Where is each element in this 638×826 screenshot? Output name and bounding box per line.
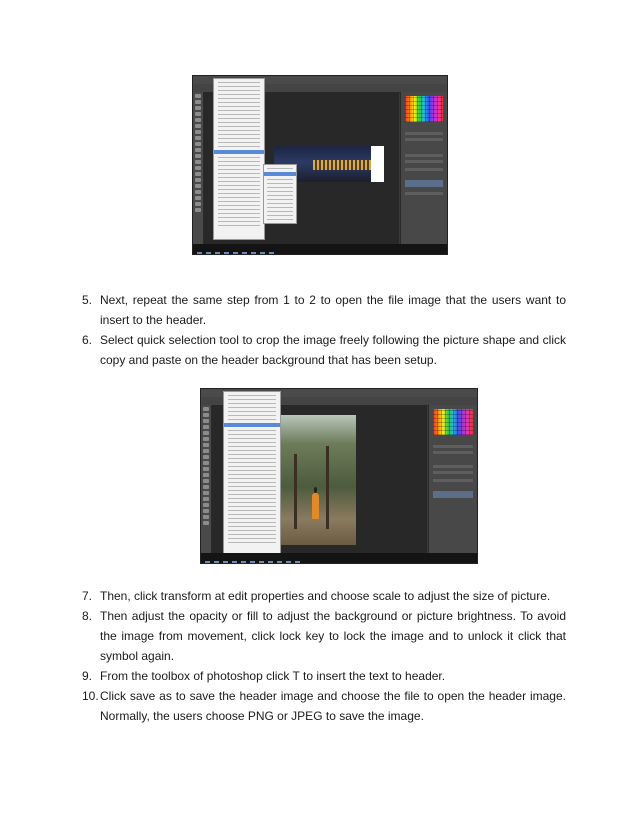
ps-right-panels: [428, 405, 477, 553]
step-text: Then, click transform at edit properties and choose scale to adjust the size of picture.: [100, 589, 551, 603]
park-photo-image: [278, 415, 356, 545]
ps-right-panels: [400, 92, 447, 244]
step-number: 6.: [82, 333, 93, 347]
step-item: [82, 290, 566, 330]
color-swatches-icon: [433, 409, 473, 435]
windows-taskbar-icon: [201, 553, 477, 563]
step-number: 5.: [82, 293, 93, 307]
step-item: [82, 686, 566, 726]
step-item: [82, 330, 566, 370]
step-number: 7.: [82, 589, 93, 603]
screenshot-photoshop-photo: [200, 388, 478, 564]
step-item: [82, 606, 566, 666]
step-item: [82, 666, 566, 686]
ps-submenu: [263, 164, 297, 224]
step-text: Then adjust the opacity or fill to adjust the background or picture brightness. To avoid the image from movement, click lock key to lock the image and to unlock it click that symbol again.: [100, 609, 566, 663]
steps-list-a: [82, 290, 566, 370]
color-swatches-icon: [405, 96, 443, 122]
ps-toolbox-icon: [193, 92, 204, 244]
step-item: [82, 586, 566, 606]
step-text: Next, repeat the same step from 1 to 2 to open the file image that the users want to insert to the header.: [100, 293, 566, 327]
steps-list-b: [82, 586, 566, 726]
ps-toolbox-icon: [201, 405, 212, 553]
step-text: From the toolbox of photoshop click T to insert the text to header.: [100, 669, 446, 683]
ps-layer-menu: [213, 78, 265, 240]
step-number: 9.: [82, 669, 93, 683]
step-number: 8.: [82, 609, 93, 623]
ps-edit-menu: [223, 391, 281, 557]
windows-taskbar-icon: [193, 244, 447, 254]
step-text: Select quick selection tool to crop the image freely following the picture shape and click copy and paste on the header background that has been setup.: [100, 333, 566, 367]
screenshot-photoshop-header: [192, 75, 448, 255]
step-number: 10.: [82, 689, 99, 703]
step-text: Click save as to save the header image and choose the file to open the header image. Normally, the users choose PNG or JPEG to save the image.: [100, 689, 566, 723]
